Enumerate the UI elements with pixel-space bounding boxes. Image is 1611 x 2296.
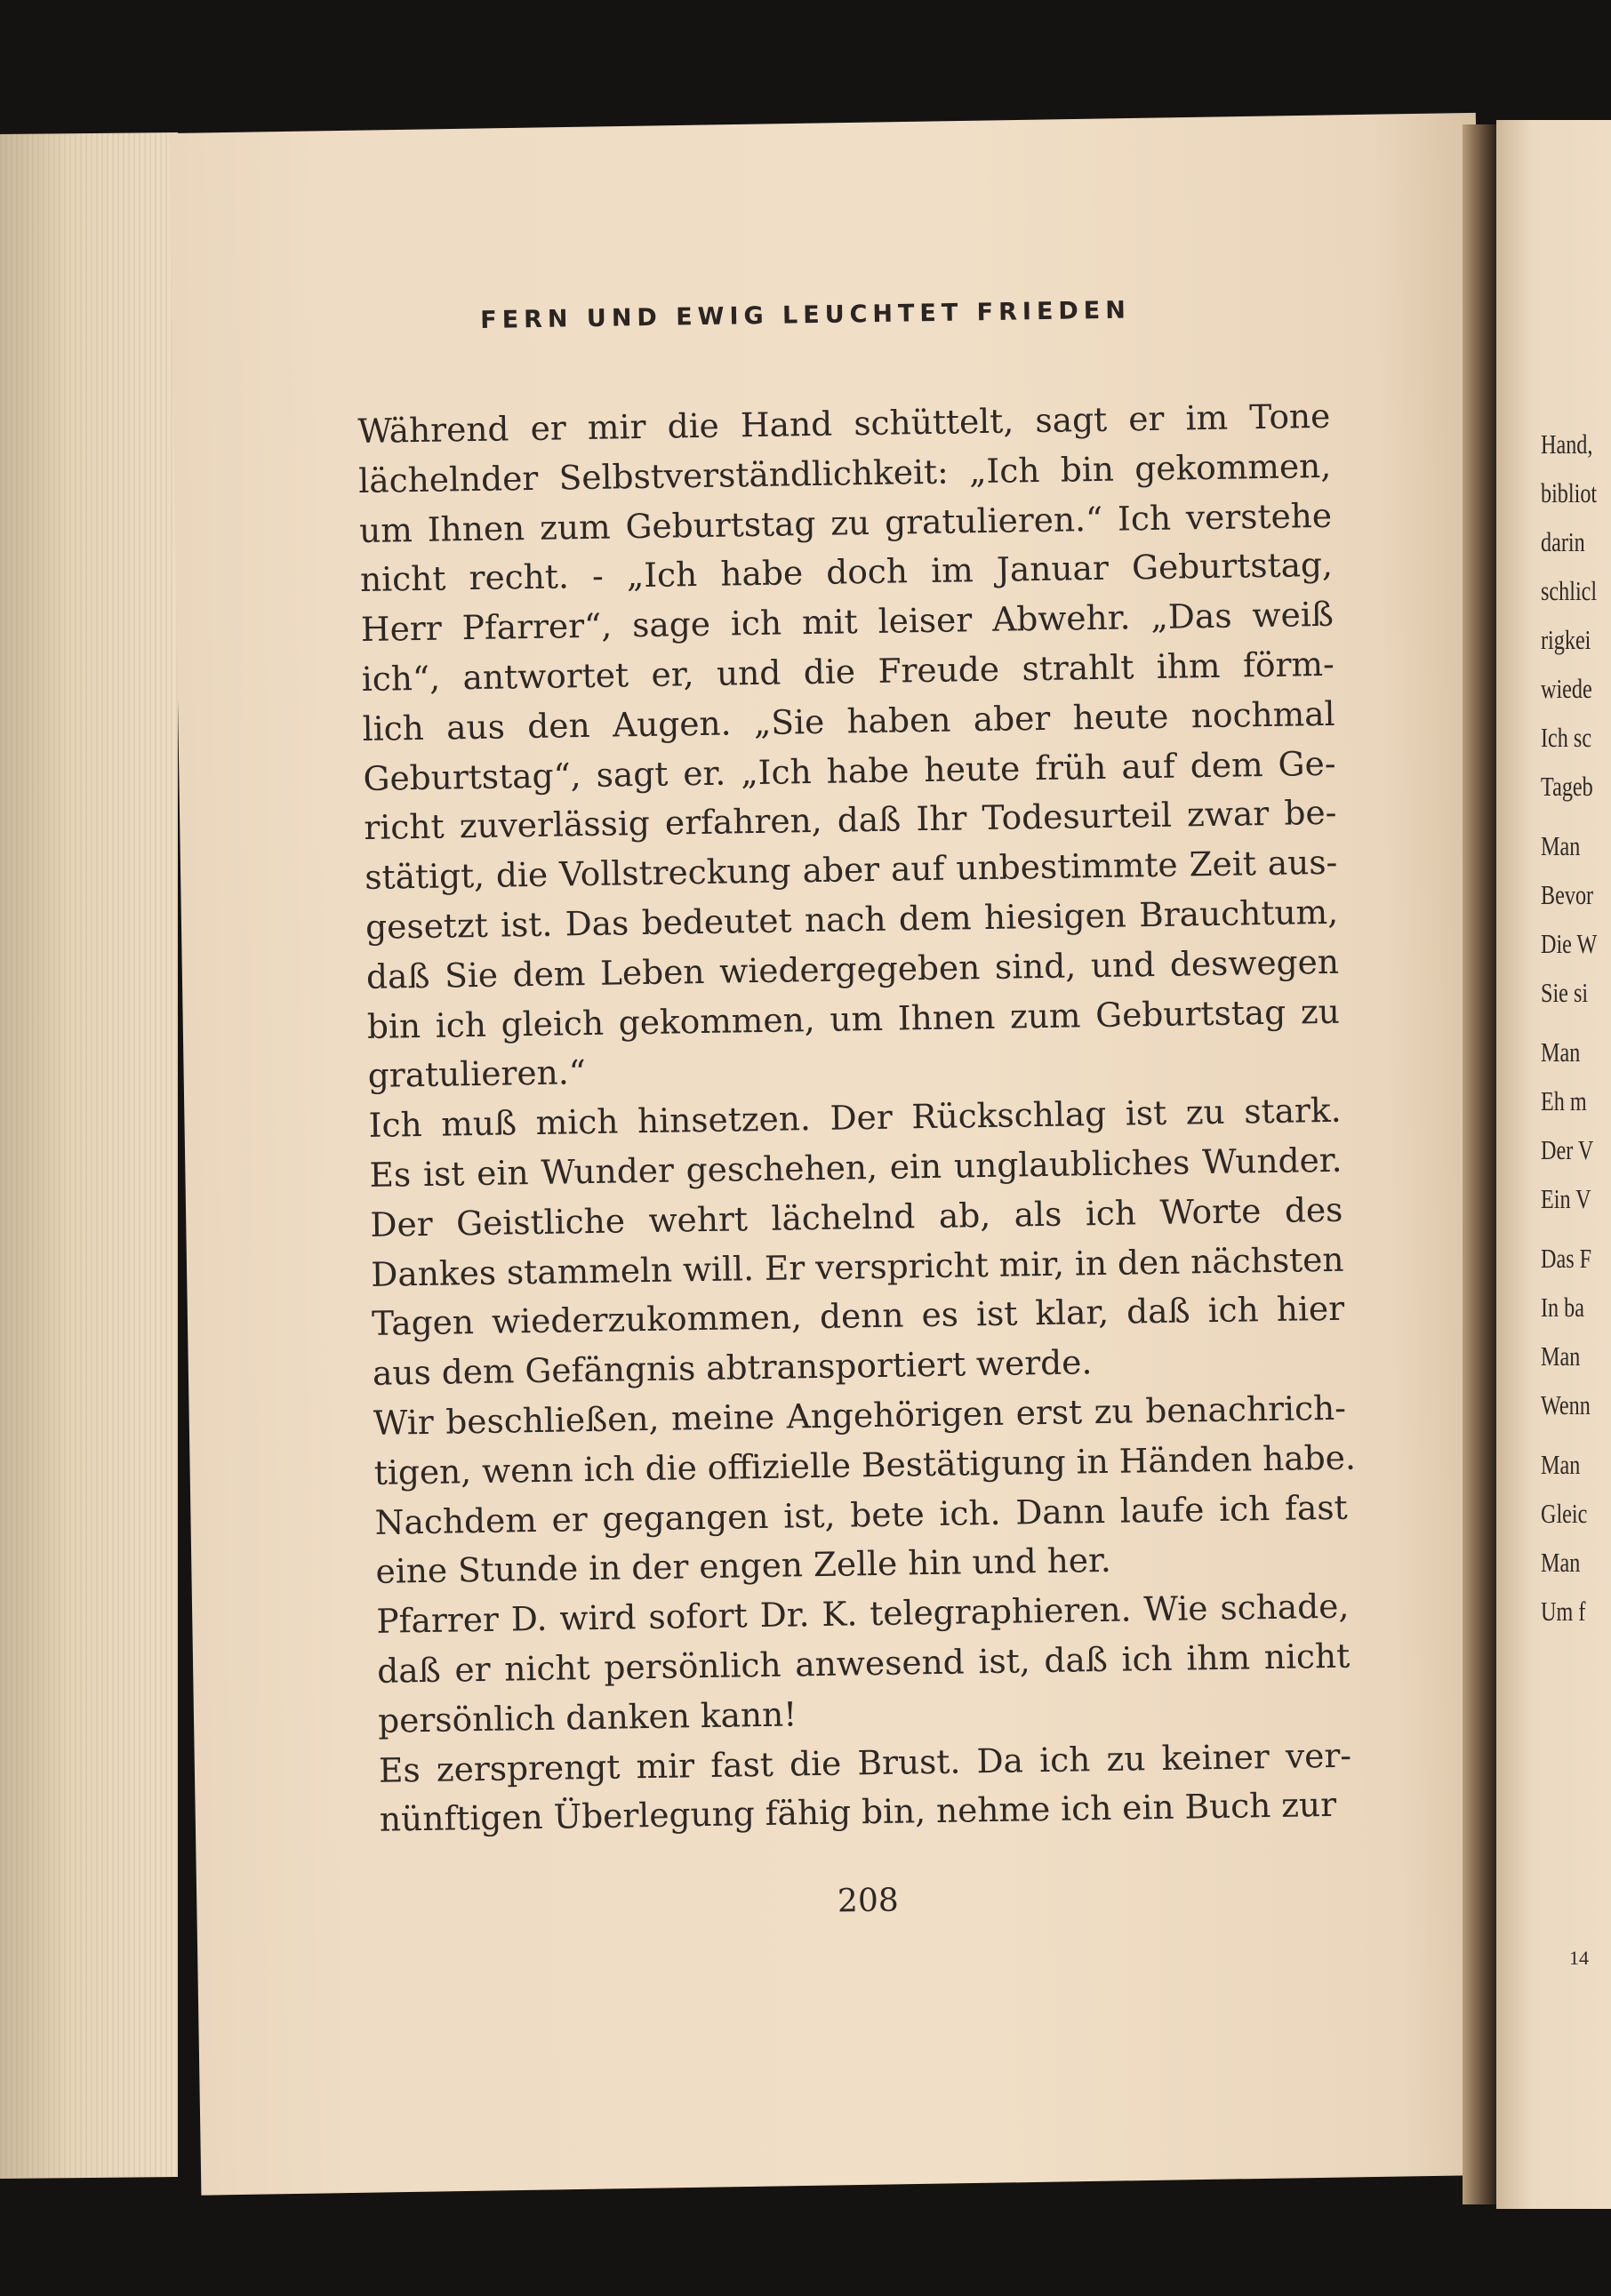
facing-text-line: Die W bbox=[1541, 928, 1598, 959]
facing-text-line: Wenn bbox=[1541, 1389, 1591, 1420]
text-line: ich“, antwortet er, und die Freude strahlt ihm förm- bbox=[361, 644, 1335, 699]
text-line: Nachdem er gegangen ist, bete ich. Dann laufe ich fast bbox=[374, 1487, 1348, 1542]
facing-text-line: In ba bbox=[1541, 1292, 1585, 1323]
text-line: nicht recht. - „Ich habe doch im Januar Geburtstag, bbox=[359, 545, 1334, 600]
text-line: bin ich gleich gekommen, um Ihnen zum Geburtstag zu bbox=[366, 991, 1341, 1046]
text-line: Pfarrer D. wird sofort Dr. K. telegraphieren. Wie schade, bbox=[376, 1586, 1350, 1641]
facing-text-line: Hand, bbox=[1541, 428, 1593, 460]
body-text bbox=[357, 392, 1357, 1845]
facing-page-number: 14 bbox=[1569, 1947, 1589, 1969]
text-line: Es ist ein Wunder geschehen, ein unglaubliches Wunder. bbox=[369, 1140, 1342, 1195]
facing-text-line: Man bbox=[1541, 1547, 1581, 1578]
text-line: Während er mir die Hand schüttelt, sagt er im Tone bbox=[357, 396, 1331, 451]
facing-text-line: Sie si bbox=[1541, 977, 1589, 1008]
text-line: Tagen wiederzukommen, denn es ist klar, daß ich hier bbox=[371, 1289, 1345, 1344]
facing-text-line: bibliot bbox=[1541, 477, 1598, 508]
page-number: 208 bbox=[837, 1882, 900, 1920]
text-line: Wir beschließen, meine Angehörigen erst zu benachrich- bbox=[373, 1388, 1347, 1443]
text-line: daß Sie dem Leben wiedergegeben sind, und deswegen bbox=[365, 941, 1340, 996]
text-line: Dankes stammeln will. Er verspricht mir, in den nächsten bbox=[370, 1239, 1344, 1294]
facing-text-line: Ein V bbox=[1541, 1183, 1591, 1214]
facing-text-line: Ich sc bbox=[1541, 722, 1592, 753]
text-line: um Ihnen zum Geburtstag zu gratulieren.“ Ich verstehe bbox=[358, 495, 1333, 550]
text-line: Ich muß mich hinsetzen. Der Rückschlag ist zu stark. bbox=[368, 1090, 1342, 1146]
facing-page-text bbox=[1541, 420, 1603, 1636]
book-gutter bbox=[1463, 124, 1496, 2204]
facing-text-line: Man bbox=[1541, 1036, 1581, 1068]
text-line: aus dem Gefängnis abtransportiert werde. bbox=[372, 1342, 1093, 1394]
text-line: Der Geistliche wehrt lächelnd ab, als ich Worte des bbox=[370, 1189, 1343, 1244]
text-line: gesetzt ist. Das bedeutet nach dem hiesigen Brauchtum, bbox=[365, 892, 1339, 947]
facing-text-line: Tageb bbox=[1541, 771, 1593, 802]
facing-text-line: Um f bbox=[1541, 1596, 1586, 1627]
facing-text-line: schlicl bbox=[1541, 575, 1598, 606]
text-line: Es zersprengt mir fast die Brust. Da ich zu keiner ver- bbox=[378, 1735, 1352, 1790]
facing-text-line: Eh m bbox=[1541, 1085, 1587, 1116]
text-line: daß er nicht persönlich anwesend ist, daß ich ihm nicht bbox=[376, 1636, 1351, 1691]
facing-text-line: Das F bbox=[1541, 1243, 1592, 1274]
facing-text-line: Gleic bbox=[1541, 1498, 1588, 1529]
facing-text-line: darin bbox=[1541, 526, 1585, 557]
text-line: tigen, wenn ich die offizielle Bestätigung in Händen habe. bbox=[373, 1437, 1357, 1492]
page-stack-edge bbox=[0, 132, 178, 2179]
facing-text-line: Der V bbox=[1541, 1134, 1594, 1165]
facing-text-line: rigkei bbox=[1541, 624, 1591, 655]
facing-text-line: Man bbox=[1541, 830, 1581, 861]
text-line: richt zuverlässig erfahren, daß Ihr Todesurteil zwar be- bbox=[364, 793, 1337, 848]
text-line: Herr Pfarrer“, sage ich mit leiser Abwehr. „Das weiß bbox=[360, 594, 1334, 650]
text-line: lich aus den Augen. „Sie haben aber heute nochmal bbox=[362, 693, 1335, 748]
facing-text-line: Bevor bbox=[1541, 879, 1594, 910]
text-line: Geburtstag“, sagt er. „Ich habe heute früh auf dem Ge- bbox=[363, 743, 1336, 798]
text-line: lächelnder Selbstverständlichkeit: „Ich bin gekommen, bbox=[357, 445, 1332, 500]
text-line: stätigt, die Vollstreckung aber auf unbestimmte Zeit aus- bbox=[364, 842, 1338, 898]
facing-text-line: wiede bbox=[1541, 673, 1592, 704]
running-head: FERN UND EWIG LEUCHTET FRIEDEN bbox=[480, 296, 1132, 334]
text-line: eine Stunde in der engen Zelle hin und her. bbox=[375, 1540, 1112, 1592]
text-line: persönlich danken kann! bbox=[377, 1694, 797, 1740]
text-line: nünftigen Überlegung fähig bin, nehme ich ein Buch zur bbox=[379, 1785, 1337, 1840]
text-line: gratulieren.“ bbox=[367, 1052, 587, 1096]
facing-text-line: Man bbox=[1541, 1340, 1581, 1372]
facing-text-line: Man bbox=[1541, 1449, 1581, 1480]
